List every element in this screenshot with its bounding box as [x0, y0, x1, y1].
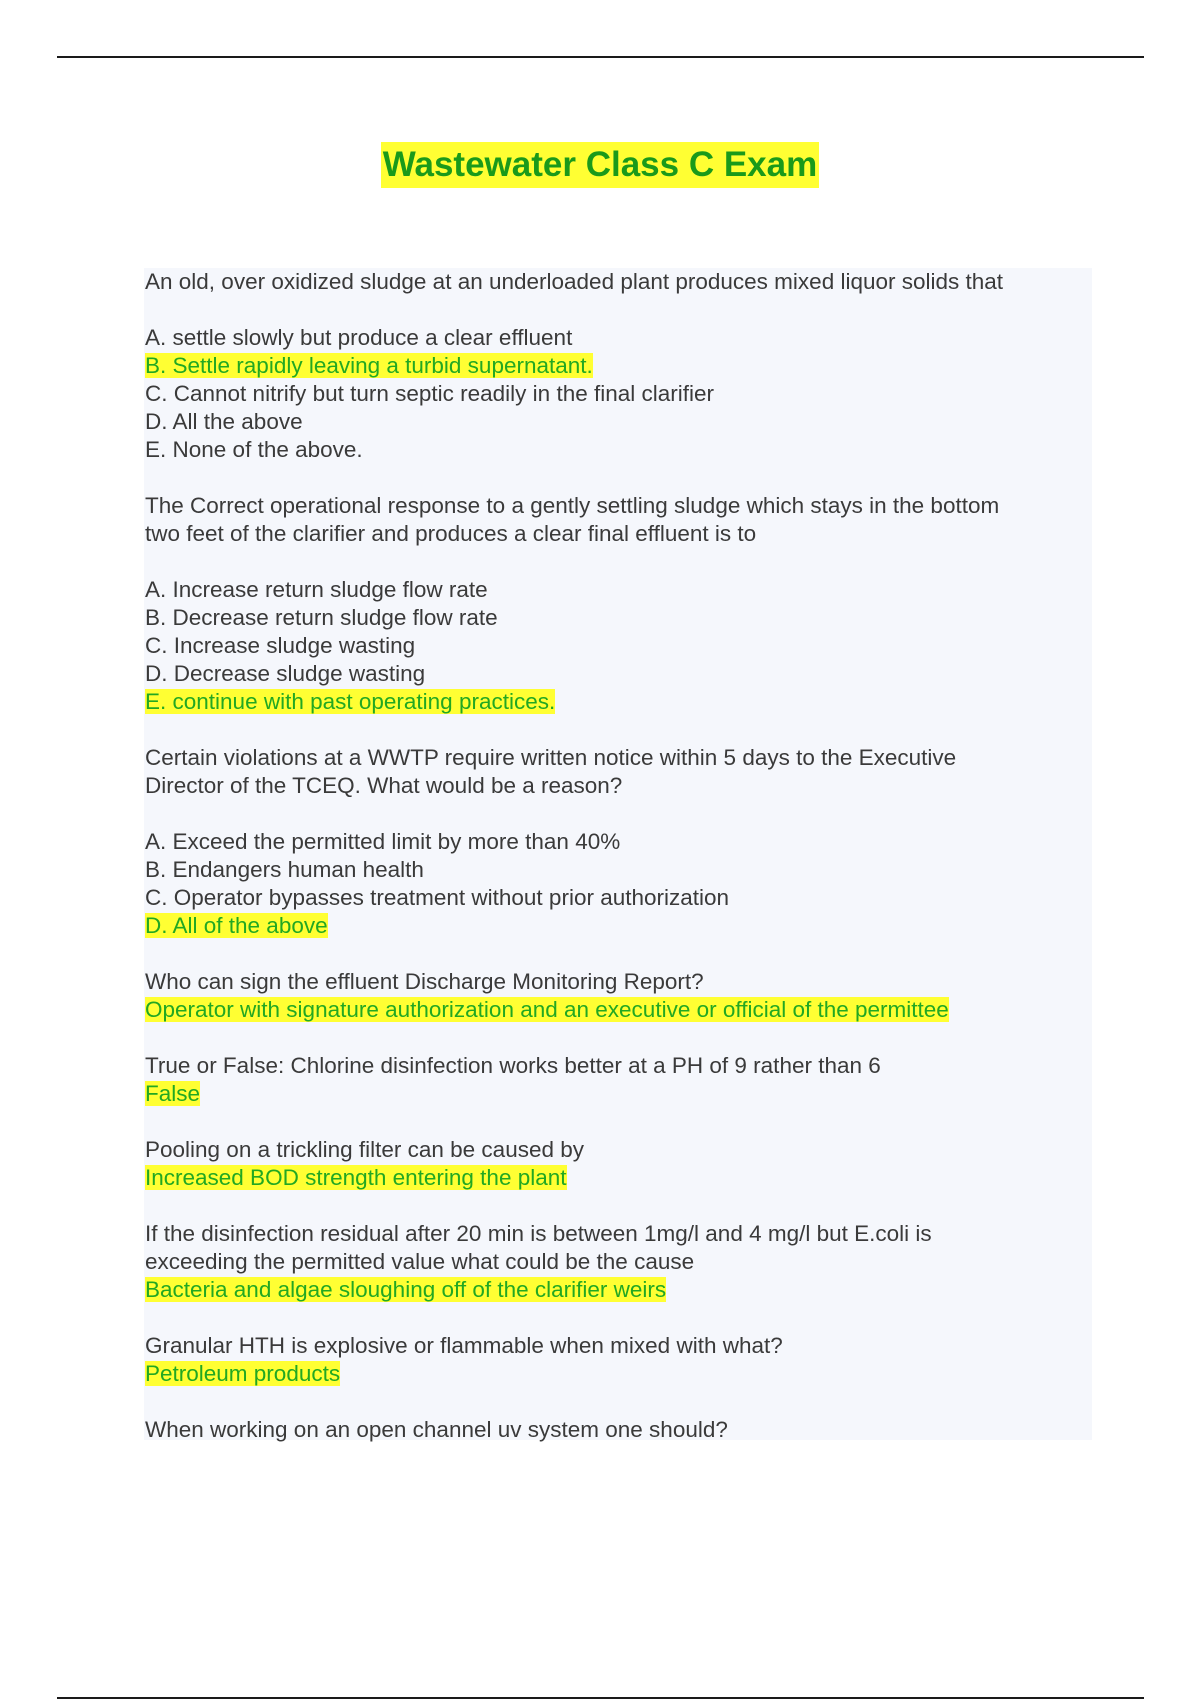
question-stem-line-2: exceeding the permitted value what could be the cause: [145, 1249, 695, 1274]
question-stem-line-2: two feet of the clarifier and produces a clear final effluent is to: [145, 521, 757, 546]
question-4: [145, 968, 1092, 1024]
question-stem: Pooling on a trickling filter can be caused by: [145, 1137, 585, 1162]
option-a: A. settle slowly but produce a clear effluent: [145, 325, 573, 350]
question-stem: An old, over oxidized sludge at an underloaded plant produces mixed liquor solids that: [145, 269, 1004, 294]
question-stem: True or False: Chlorine disinfection works better at a PH of 9 rather than 6: [145, 1053, 881, 1078]
option-b: B. Decrease return sludge flow rate: [145, 605, 498, 630]
question-stem: Who can sign the effluent Discharge Monitoring Report?: [145, 969, 704, 994]
question-7: [145, 1220, 1092, 1304]
option-d: D. Decrease sludge wasting: [145, 661, 426, 686]
option-e: E. None of the above.: [145, 437, 363, 462]
option-c: C. Operator bypasses treatment without prior authorization: [145, 885, 730, 910]
option-a: A. Increase return sludge flow rate: [145, 577, 488, 602]
question-stem-line-2: Director of the TCEQ. What would be a reason?: [145, 773, 623, 798]
question-stem-line-1: The Correct operational response to a gently settling sludge which stays in the bottom: [145, 493, 1000, 518]
option-b: B. Endangers human health: [145, 857, 424, 882]
option-b-correct: B. Settle rapidly leaving a turbid supernatant.: [145, 353, 593, 378]
question-9: [145, 1416, 1092, 1444]
option-d: D. All the above: [145, 409, 303, 434]
question-2: [145, 492, 1092, 716]
document-title: Wastewater Class C Exam: [381, 142, 819, 188]
exam-content: [144, 268, 1092, 1440]
answer: False: [145, 1081, 201, 1106]
title-container: [0, 142, 1200, 188]
answer: Bacteria and algae sloughing off of the clarifier weirs: [145, 1277, 667, 1302]
question-6: [145, 1136, 1092, 1192]
question-stem-line-1: If the disinfection residual after 20 min is between 1mg/l and 4 mg/l but E.coli is: [145, 1221, 932, 1246]
option-c: C. Cannot nitrify but turn septic readily in the final clarifier: [145, 381, 715, 406]
question-8: [145, 1332, 1092, 1388]
question-stem: Granular HTH is explosive or flammable when mixed with what?: [145, 1333, 783, 1358]
option-d-correct: D. All of the above: [145, 913, 328, 938]
answer: Petroleum products: [145, 1361, 341, 1386]
question-5: [145, 1052, 1092, 1108]
option-c: C. Increase sludge wasting: [145, 633, 416, 658]
answer: Increased BOD strength entering the plant: [145, 1165, 567, 1190]
question-stem-line-1: Certain violations at a WWTP require written notice within 5 days to the Executive: [145, 745, 957, 770]
question-3: [145, 744, 1092, 940]
option-a: A. Exceed the permitted limit by more than 40%: [145, 829, 621, 854]
question-1: [145, 268, 1092, 464]
question-stem: When working on an open channel uv system one should?: [145, 1417, 728, 1442]
option-e-correct: E. continue with past operating practices.: [145, 689, 556, 714]
top-rule: [57, 56, 1144, 58]
answer: Operator with signature authorization and an executive or official of the permittee: [145, 997, 949, 1022]
bottom-rule: [57, 1697, 1144, 1699]
